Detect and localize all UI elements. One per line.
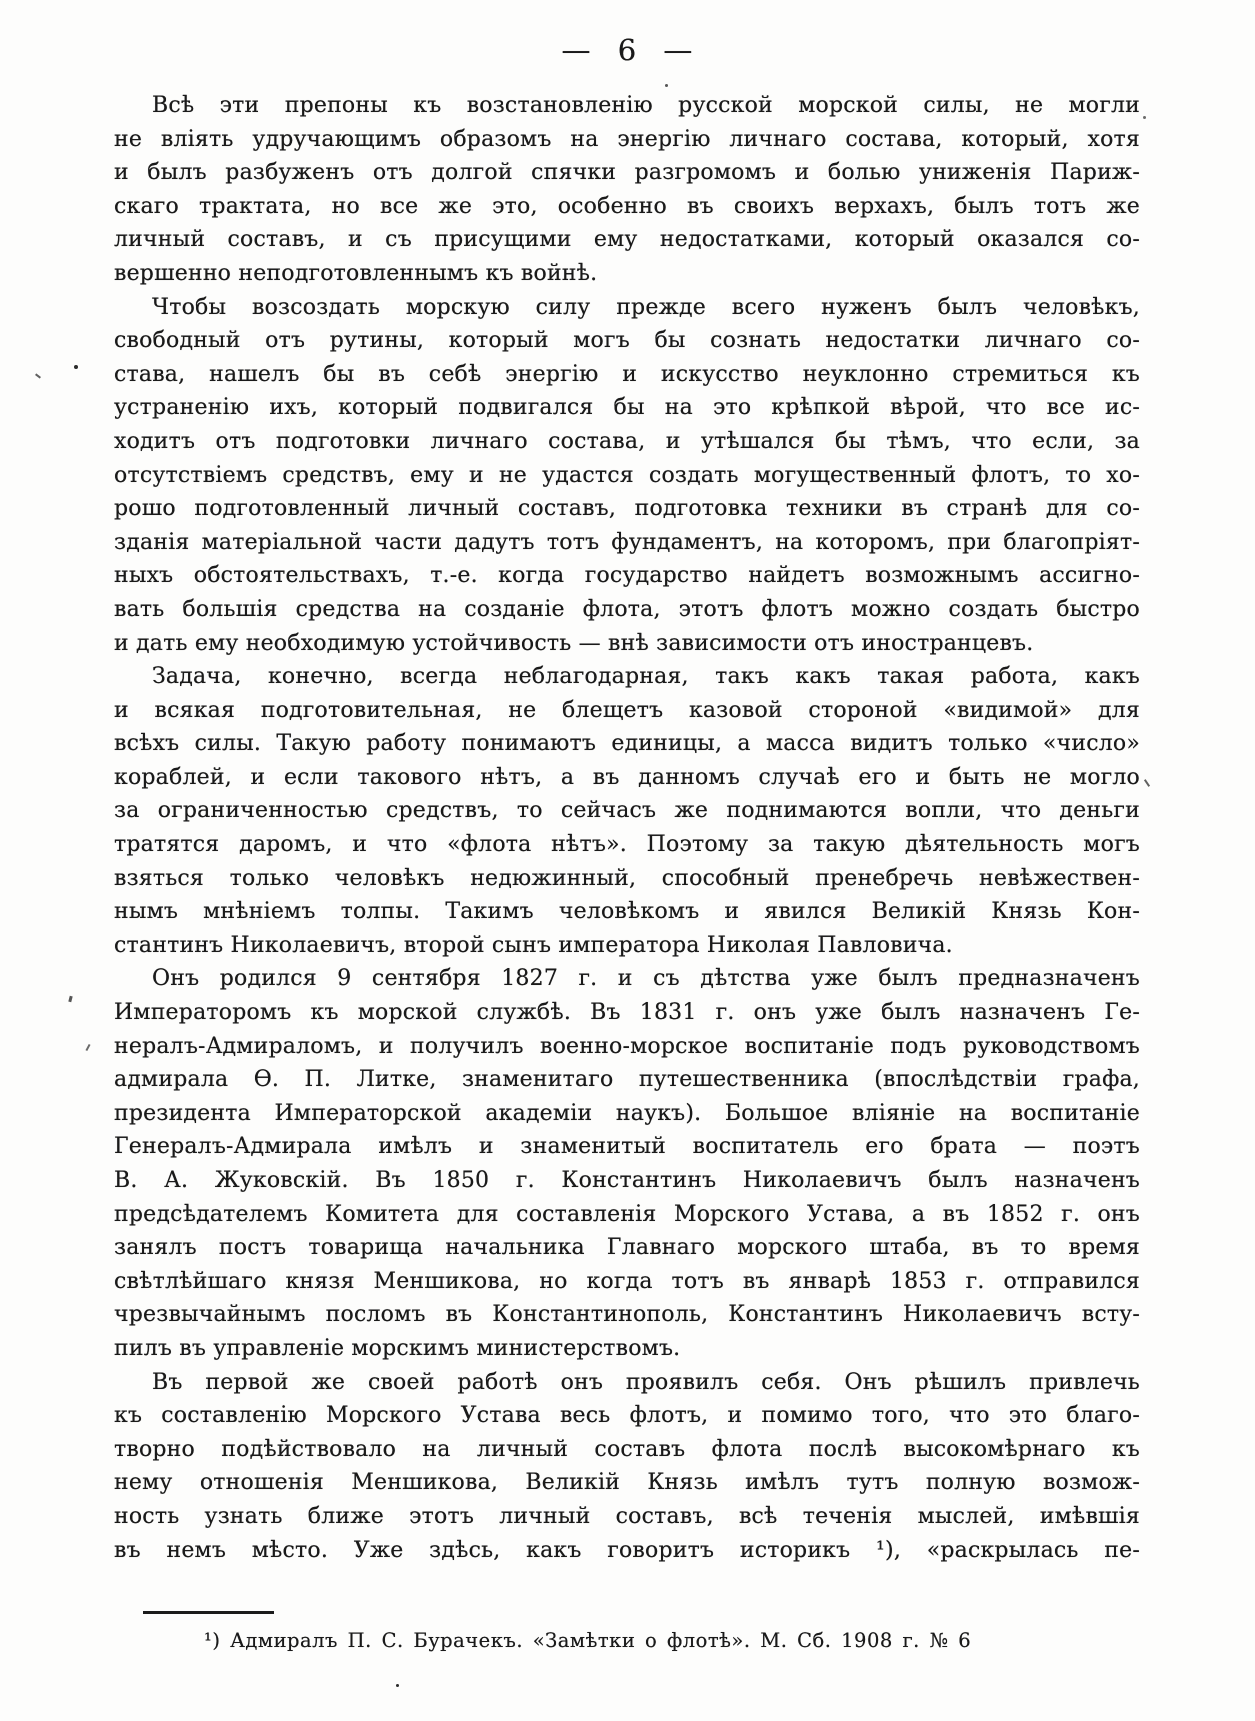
text-line: скаго трактата, но все же это, особенно въ своихъ верхахъ, былъ тотъ же bbox=[114, 193, 1140, 219]
text-line: Всѣ эти препоны къ возстановленію русской морской силы, не могли bbox=[152, 93, 1140, 118]
text-line: ность узнать ближе этотъ личный составъ, всѣ теченія мыслей, имѣвшія bbox=[114, 1503, 1140, 1529]
scan-speck bbox=[1143, 116, 1146, 119]
page-number: — 6 — bbox=[561, 33, 694, 67]
text-line: ныхъ обстоятельствахъ, т.-е. когда государство найдетъ возможнымъ ассигно- bbox=[114, 563, 1140, 589]
text-line: кораблей, и если такового нѣтъ, а въ данномъ случаѣ его и быть не могло bbox=[114, 764, 1140, 790]
text-line: става, нашелъ бы въ себѣ энергію и искусство неуклонно стремиться къ bbox=[114, 361, 1140, 387]
text-line: Императоромъ къ морской службѣ. Въ 1831 г. онъ уже былъ назначенъ Ге- bbox=[114, 1000, 1140, 1026]
text-line: Въ первой же своей работѣ онъ проявилъ себя. Онъ рѣшилъ привлечь bbox=[152, 1369, 1140, 1395]
text-line: творно подѣйствовало на личный составъ флота послѣ высокомѣрнаго къ bbox=[114, 1436, 1140, 1462]
text-line: и былъ разбуженъ отъ долгой спячки разгромомъ и болью униженія Париж- bbox=[114, 160, 1140, 186]
scan-speck bbox=[1144, 779, 1150, 787]
scan-speck bbox=[665, 84, 668, 87]
text-line: зданія матеріальной части дадутъ тотъ фундаментъ, на которомъ, при благопріят- bbox=[114, 529, 1140, 555]
text-line: предсѣдателемъ Комитета для составленія Морского Устава, а въ 1852 г. онъ bbox=[114, 1201, 1140, 1227]
text-line: тратятся даромъ, и что «флота нѣтъ». Поэтому за такую дѣятельность могъ bbox=[114, 832, 1140, 858]
text-line: пилъ въ управленіе морскимъ министерствомъ. bbox=[114, 1335, 681, 1361]
text-line: и всякая подготовительная, не блещетъ казовой стороной «видимой» для bbox=[114, 697, 1140, 723]
text-line: занялъ постъ товарища начальника Главнаго морского штаба, въ то время bbox=[114, 1235, 1140, 1261]
text-line: Задача, конечно, всегда неблагодарная, такъ какъ такая работа, какъ bbox=[152, 664, 1140, 690]
scan-speck bbox=[74, 365, 78, 369]
text-line: Генералъ-Адмирала имѣлъ и знаменитый воспитатель его брата — поэтъ bbox=[114, 1134, 1140, 1160]
text-line: къ составленію Морского Устава весь флотъ, и помимо того, что это благо- bbox=[114, 1403, 1140, 1429]
text-line: адмирала Ѳ. П. Литке, знаменитаго путешественника (впослѣдствіи графа, bbox=[114, 1067, 1140, 1093]
text-line: чрезвычайнымъ посломъ въ Константинополь, Константинъ Николаевичъ всту- bbox=[114, 1302, 1140, 1328]
text-line: и дать ему необходимую устойчивость — внѣ зависимости отъ иностранцевъ. bbox=[114, 630, 1034, 656]
text-line: въ немъ мѣсто. Уже здѣсь, какъ говоритъ историкъ ¹), «раскрылась пе- bbox=[114, 1537, 1140, 1563]
text-line: отсутствіемъ средствъ, ему и не удастся создать могущественный флотъ, то хо- bbox=[114, 462, 1140, 488]
scan-speck bbox=[396, 1684, 399, 1687]
footnote: ¹) Адмиралъ П. С. Бурачекъ. «Замѣтки о флотѣ». М. Сб. 1908 г. № 6 bbox=[204, 1629, 972, 1652]
text-line: не вліять удручающимъ образомъ на энергію личнаго состава, который, хотя bbox=[114, 126, 1140, 152]
text-line: нымъ мнѣніемъ толпы. Такимъ человѣкомъ и явился Великій Князь Кон- bbox=[114, 899, 1140, 925]
footnote-separator bbox=[143, 1611, 274, 1614]
text-line: рошо подготовленный личный составъ, подготовка техники въ странѣ для со- bbox=[114, 496, 1140, 522]
text-line: за ограниченностью средствъ, то сейчасъ же поднимаются вопли, что деньги bbox=[114, 798, 1140, 824]
text-line: свободный отъ рутины, который могъ бы сознать недостатки личнаго со- bbox=[114, 328, 1140, 354]
scan-speck bbox=[85, 1044, 90, 1051]
scan-speck bbox=[35, 373, 41, 378]
text-line: нералъ-Адмираломъ, и получилъ военно-морское воспитаніе подъ руководствомъ bbox=[114, 1033, 1140, 1059]
text-line: В. А. Жуковскій. Въ 1850 г. Константинъ Николаевичъ былъ назначенъ bbox=[114, 1168, 1140, 1193]
text-line: Онъ родился 9 сентября 1827 г. и съ дѣтства уже былъ предназначенъ bbox=[152, 966, 1140, 992]
text-line: вершенно неподготовленнымъ къ войнѣ. bbox=[114, 260, 598, 286]
text-line: вать большія средства на созданіе флота, этотъ флотъ можно создать быстро bbox=[114, 596, 1140, 622]
text-line: всѣхъ силы. Такую работу понимаютъ единицы, а масса видитъ только «число» bbox=[114, 731, 1140, 757]
text-line: нему отношенія Меншикова, Великій Князь имѣлъ тутъ полную возмож- bbox=[114, 1470, 1140, 1496]
text-line: устраненію ихъ, который подвигался бы на это крѣпкой вѣрой, что все ис- bbox=[114, 395, 1140, 421]
text-line: стантинъ Николаевичъ, второй сынъ императора Николая Павловича. bbox=[114, 932, 953, 958]
body-text bbox=[114, 89, 1140, 1567]
text-line: взяться только человѣкъ недюжинный, способный пренебречь невѣжествен- bbox=[114, 865, 1140, 891]
text-line: ходитъ отъ подготовки личнаго состава, и утѣшался бы тѣмъ, что если, за bbox=[114, 428, 1140, 454]
scan-speck bbox=[68, 996, 72, 1003]
text-line: личный составъ, и съ присущими ему недостатками, который оказался со- bbox=[114, 227, 1140, 253]
text-line: Чтобы возсоздать морскую силу прежде всего нуженъ былъ человѣкъ, bbox=[152, 294, 1140, 320]
text-line: свѣтлѣйшаго князя Меншикова, но когда тотъ въ январѣ 1853 г. отправился bbox=[114, 1268, 1140, 1294]
text-line: президента Императорской академіи наукъ). Большое вліяніе на воспитаніе bbox=[114, 1100, 1140, 1126]
